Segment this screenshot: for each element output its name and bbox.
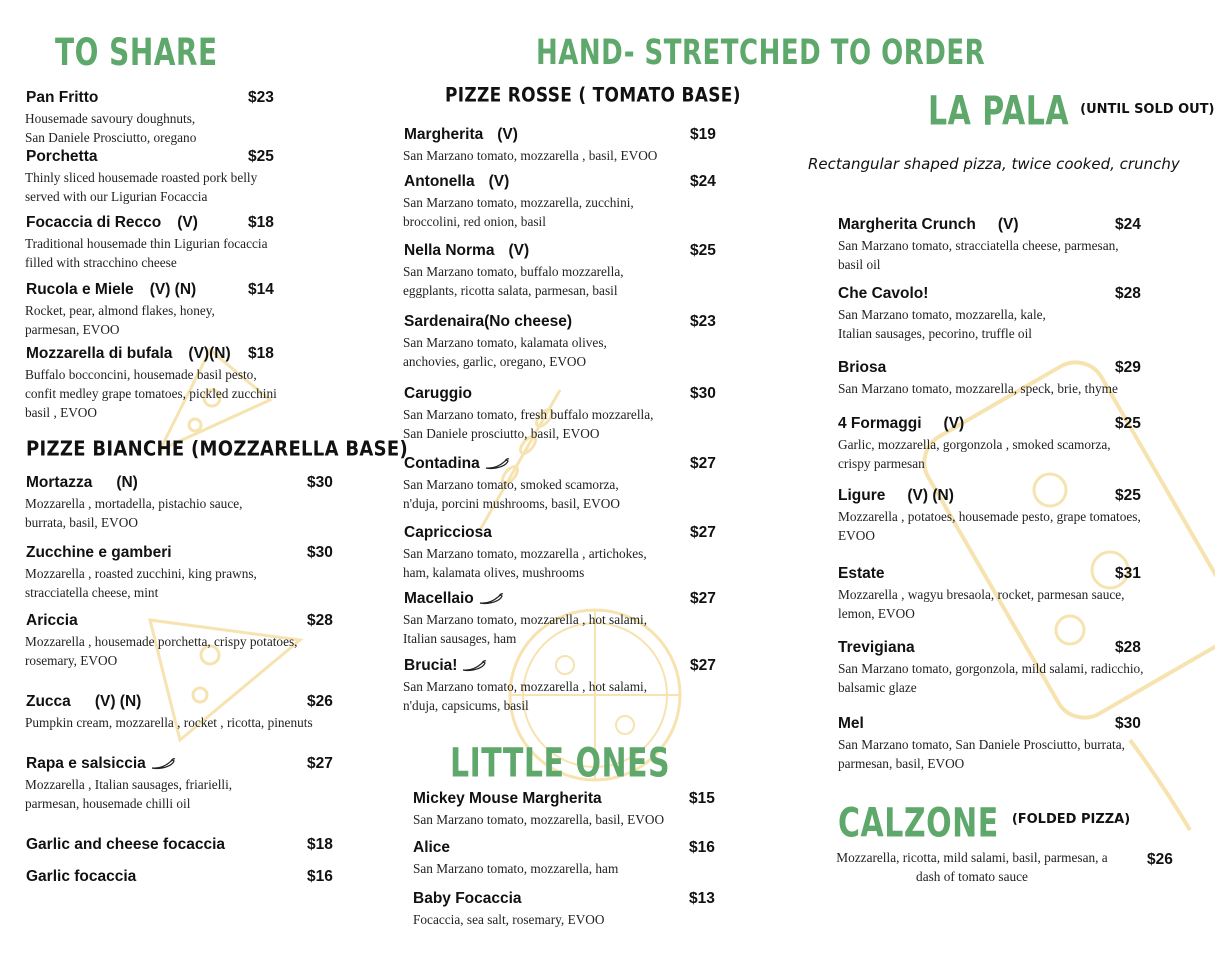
chili-icon	[461, 660, 487, 672]
hand-stretched-heading: HAND- STRETCHED TO ORDER	[536, 33, 986, 74]
item-name-text: Trevigiana	[838, 639, 915, 656]
pizze-rosse-item-price: $24	[690, 173, 716, 190]
la-pala-item-name	[838, 285, 928, 303]
pizze-bianche-item-price: $16	[307, 868, 333, 885]
item-name-text: Che Cavolo!	[838, 285, 929, 302]
pizze-rosse-item-name	[404, 524, 492, 542]
item-name-text: Mozzarella di bufala	[26, 345, 173, 362]
pizze-rosse-item-price: $23	[690, 313, 716, 330]
item-name-text: Caruggio	[404, 385, 473, 402]
pizze-bianche-item-name	[26, 474, 138, 492]
item-name-text: Rucola e Miele	[26, 281, 134, 298]
item-name-text: Brucia!	[404, 657, 458, 674]
pizze-bianche-item-price: $30	[307, 544, 333, 561]
pizze-rosse-item-description: San Marzano tomato, smoked scamorza, n'duja, porcini mushrooms, basil, EVOO	[403, 477, 620, 511]
la-pala-item-price: $30	[1115, 715, 1141, 732]
pizze-bianche-item-name	[26, 544, 172, 562]
la-pala-header	[928, 88, 1215, 136]
little-ones-item-description: San Marzano tomato, mozzarella, ham	[413, 861, 619, 876]
dietary-tags: (V) (N)	[94, 693, 142, 710]
dietary-tags: (V)	[177, 214, 198, 231]
item-name-text: Briosa	[838, 359, 887, 376]
pizze-rosse-item-name	[404, 590, 504, 608]
little-ones-item-name	[413, 839, 450, 857]
pizze-bianche-item-price: $18	[307, 836, 333, 853]
la-pala-item-price: $28	[1115, 639, 1141, 656]
pizze-rosse-item-description: San Marzano tomato, mozzarella , artichokes, ham, kalamata olives, mushrooms	[403, 546, 647, 580]
to-share-item-name	[26, 89, 98, 107]
to-share-item-description: Buffalo bocconcini, housemade basil pesto, confit medley grape tomatoes, pickled zucchini basil , EVOO	[25, 367, 277, 420]
la-pala-item-name	[838, 487, 954, 505]
item-name-text: Porchetta	[26, 148, 98, 165]
la-pala-item-price: $24	[1115, 216, 1141, 233]
la-pala-item-description: San Marzano tomato, mozzarella, kale, Italian sausages, pecorino, truffle oil	[838, 307, 1046, 341]
la-pala-item-price: $28	[1115, 285, 1141, 302]
la-pala-item-description: San Marzano tomato, stracciatella cheese, parmesan, basil oil	[838, 238, 1119, 272]
la-pala-item-name	[838, 359, 886, 377]
dietary-tags: (V) (N)	[907, 487, 954, 504]
pizze-rosse-heading: PIZZE ROSSE ( TOMATO BASE)	[445, 84, 741, 107]
la-pala-item-price: $25	[1115, 487, 1141, 504]
calzone-price: $26	[1147, 851, 1173, 868]
item-name-text: Sardenaira(No cheese)	[404, 313, 572, 330]
la-pala-item-description: San Marzano tomato, San Daniele Prosciutto, burrata, parmesan, basil, EVOO	[838, 737, 1125, 771]
pizze-rosse-item-description: San Marzano tomato, kalamata olives, anchovies, garlic, oregano, EVOO	[403, 335, 607, 369]
to-share-heading: TO SHARE	[55, 30, 218, 75]
pizze-bianche-item-price: $30	[307, 474, 333, 491]
to-share-item-price: $18	[248, 345, 274, 362]
item-name-text: Macellaio	[404, 590, 474, 607]
calzone-note: (FOLDED PIZZA)	[1011, 812, 1131, 827]
little-ones-item-name	[413, 790, 602, 808]
pizze-bianche-item-name	[26, 755, 176, 773]
pizze-rosse-item-name	[404, 385, 472, 403]
pizze-bianche-item-name	[26, 836, 225, 854]
pizze-rosse-item-price: $30	[690, 385, 716, 402]
la-pala-item-name	[838, 565, 885, 583]
dietary-tags: (V)	[997, 216, 1019, 233]
little-ones-item-price: $15	[689, 790, 715, 807]
item-name-text: Contadina	[404, 455, 480, 472]
pizze-rosse-item-description: San Marzano tomato, mozzarella , hot salami, Italian sausages, ham	[403, 612, 648, 646]
item-name-text: Ligure	[838, 487, 886, 504]
pizze-bianche-item-price: $26	[307, 693, 333, 710]
pizze-rosse-item-name	[404, 313, 572, 331]
item-name-text: Zucca	[26, 693, 71, 710]
to-share-item-description: Traditional housemade thin Ligurian focaccia filled with stracchino cheese	[25, 236, 268, 270]
calzone-description: Mozzarella, ricotta, mild salami, basil, parmesan, a dash of tomato sauce	[836, 850, 1108, 884]
la-pala-item-name	[838, 415, 964, 433]
little-ones-item-description: Focaccia, sea salt, rosemary, EVOO	[413, 912, 605, 927]
little-ones-heading: LITTLE ONES	[450, 740, 671, 788]
to-share-item-price: $14	[248, 281, 274, 298]
dietary-tags: (V)	[943, 415, 965, 432]
pizze-bianche-item-description: Pumpkin cream, mozzarella , rocket , ricotta, pinenuts	[25, 715, 313, 730]
item-name-text: Margherita	[404, 126, 484, 143]
dietary-tags: (N)	[116, 474, 138, 491]
pizze-rosse-item-description: San Marzano tomato, mozzarella , hot salami, n'duja, capsicums, basil	[403, 679, 648, 713]
pizze-bianche-item-description: Mozzarella , mortadella, pistachio sauce, burrata, basil, EVOO	[25, 496, 243, 530]
dietary-tags: (V)	[497, 126, 518, 143]
pizze-rosse-item-name	[404, 242, 529, 260]
item-name-text: Margherita Crunch	[838, 216, 976, 233]
pizze-bianche-item-price: $27	[307, 755, 333, 772]
pizze-rosse-item-description: San Marzano tomato, buffalo mozzarella, eggplants, ricotta salata, parmesan, basil	[403, 264, 624, 298]
la-pala-item-description: Mozzarella , potatoes, housemade pesto, grape tomatoes, EVOO	[838, 509, 1141, 543]
chili-icon	[150, 758, 176, 770]
la-pala-item-name	[838, 216, 1018, 234]
to-share-item-price: $25	[248, 148, 274, 165]
to-share-item-description: Housemade savoury doughnuts, San Daniele Prosciutto, oregano	[25, 111, 197, 145]
pizze-rosse-item-description: San Marzano tomato, mozzarella , basil, EVOO	[403, 148, 658, 163]
la-pala-item-description: Garlic, mozzarella, gorgonzola , smoked scamorza, crispy parmesan	[838, 437, 1111, 471]
pizze-bianche-item-name	[26, 612, 78, 630]
pizze-rosse-item-price: $27	[690, 524, 716, 541]
little-ones-item-name	[413, 890, 522, 908]
item-name-text: Zucchine e gamberi	[26, 544, 172, 561]
la-pala-item-description: San Marzano tomato, gorgonzola, mild salami, radicchio, balsamic glaze	[838, 661, 1144, 695]
item-name-text: Mickey Mouse Margherita	[413, 790, 602, 807]
calzone-header	[838, 800, 1131, 848]
pizze-rosse-item-description: San Marzano tomato, fresh buffalo mozzarella, San Daniele prosciutto, basil, EVOO	[403, 407, 654, 441]
dietary-tags: (V)	[508, 242, 530, 259]
item-name-text: Garlic focaccia	[26, 868, 137, 885]
chili-icon	[478, 593, 504, 605]
la-pala-note: (UNTIL SOLD OUT)	[1080, 102, 1215, 117]
to-share-item-name	[26, 214, 198, 232]
dietary-tags: (V)(N)	[188, 345, 231, 362]
pizze-bianche-heading: PIZZE BIANCHE (MOZZARELLA BASE)	[26, 437, 409, 462]
la-pala-item-price: $29	[1115, 359, 1141, 376]
little-ones-item-price: $13	[689, 890, 715, 907]
item-name-text: Alice	[413, 839, 451, 856]
item-name-text: Antonella	[404, 173, 475, 190]
pizze-bianche-item-description: Mozzarella , roasted zucchini, king prawns, stracciatella cheese, mint	[25, 566, 257, 600]
pizze-rosse-item-name	[404, 126, 518, 144]
la-pala-item-name	[838, 639, 915, 657]
to-share-item-price: $18	[248, 214, 274, 231]
item-name-text: Mel	[838, 715, 864, 732]
la-pala-item-price: $31	[1115, 565, 1141, 582]
la-pala-heading: LA PALA	[928, 88, 1070, 136]
pizze-bianche-item-name	[26, 693, 141, 711]
item-name-text: Pan Fritto	[26, 89, 99, 106]
item-name-text: Rapa e salsiccia	[26, 755, 146, 772]
pizze-rosse-item-price: $27	[690, 455, 716, 472]
pizze-bianche-item-name	[26, 868, 136, 886]
pizze-rosse-item-price: $27	[690, 590, 716, 607]
la-pala-item-price: $25	[1115, 415, 1141, 432]
little-ones-item-description: San Marzano tomato, mozzarella, basil, EVOO	[413, 812, 665, 827]
pizze-rosse-item-name	[404, 455, 510, 473]
la-pala-tagline: Rectangular shaped pizza, twice cooked, crunchy	[808, 155, 1180, 173]
pizze-rosse-item-price: $25	[690, 242, 716, 259]
item-name-text: Garlic and cheese focaccia	[26, 836, 226, 853]
item-name-text: Capricciosa	[404, 524, 492, 541]
la-pala-item-description: Mozzarella , wagyu bresaola, rocket, parmesan sauce, lemon, EVOO	[838, 587, 1125, 621]
pizze-rosse-item-description: San Marzano tomato, mozzarella, zucchini, broccolini, red onion, basil	[403, 195, 634, 229]
to-share-item-name	[26, 148, 98, 166]
to-share-item-name	[26, 281, 196, 299]
little-ones-item-price: $16	[689, 839, 715, 856]
calzone-heading: CALZONE	[838, 800, 999, 848]
to-share-item-price: $23	[248, 89, 274, 106]
pizze-rosse-item-price: $19	[690, 126, 716, 143]
dietary-tags: (V) (N)	[149, 281, 197, 298]
la-pala-item-name	[838, 715, 864, 733]
item-name-text: Focaccia di Recco	[26, 214, 162, 231]
chili-icon	[484, 458, 510, 470]
dietary-tags: (V)	[488, 173, 510, 190]
pizze-rosse-item-name	[404, 657, 487, 675]
item-name-text: 4 Formaggi	[838, 415, 922, 432]
pizze-rosse-item-price: $27	[690, 657, 716, 674]
to-share-item-name	[26, 345, 231, 363]
item-name-text: Ariccia	[26, 612, 78, 629]
item-name-text: Estate	[838, 565, 885, 582]
pizze-bianche-item-description: Mozzarella , housemade porchetta, crispy potatoes, rosemary, EVOO	[25, 634, 298, 668]
item-name-text: Nella Norma	[404, 242, 495, 259]
pizze-bianche-item-price: $28	[307, 612, 333, 629]
to-share-item-description: Thinly sliced housemade roasted pork belly served with our Ligurian Focaccia	[25, 170, 258, 204]
pizze-rosse-item-name	[404, 173, 509, 191]
la-pala-item-description: San Marzano tomato, mozzarella, speck, brie, thyme	[838, 381, 1118, 396]
item-name-text: Mortazza	[26, 474, 93, 491]
to-share-item-description: Rocket, pear, almond flakes, honey, parmesan, EVOO	[25, 303, 215, 337]
item-name-text: Baby Focaccia	[413, 890, 522, 907]
pizze-bianche-item-description: Mozzarella , Italian sausages, friarielli, parmesan, housemade chilli oil	[25, 777, 233, 811]
